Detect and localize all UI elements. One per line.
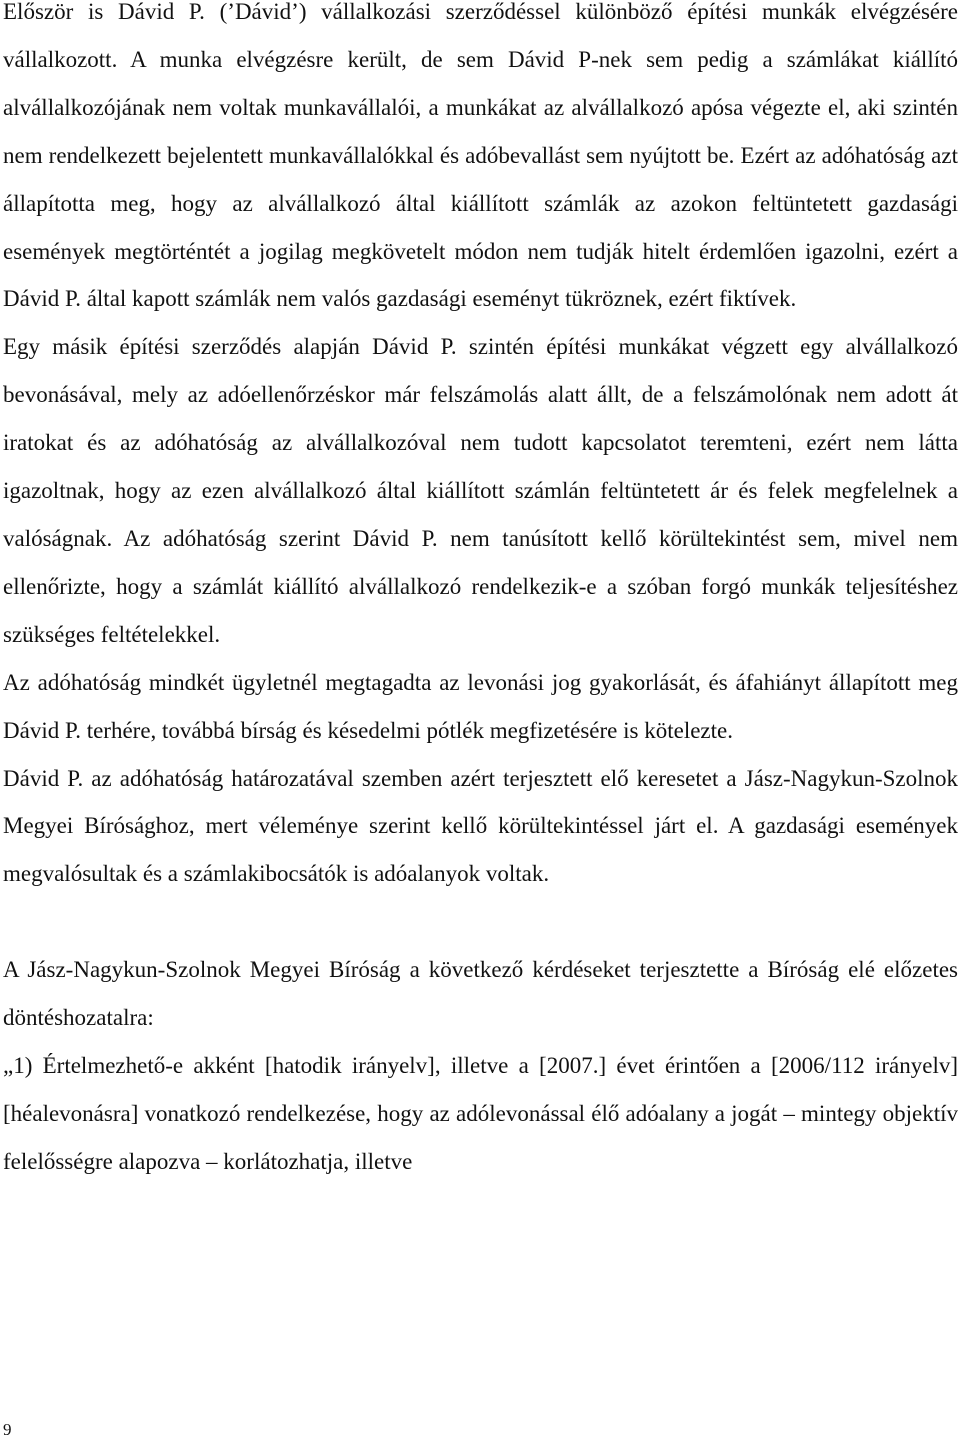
paragraph-2: Egy másik építési szerződés alapján Dávid P. szintén építési munkákat végzett egy alvállalkozó bevonásával, mely az adóellenőrzéskor már felszámolás alatt állt, de a felszámolónak nem adott át iratokat és az adóhatóság az alvállalkozóval nem tudott kapcsolatot teremteni, ezért nem látta igazoltnak, hogy az ezen alvállalkozó által kiállított számlán feltüntetett ár és felek megfelelnek a valóságnak. Az adóhatóság szerint Dávid P. nem tanúsított kellő körültekintést sem, mivel nem ellenőrizte, hogy a számlát kiállító alvállalkozó rendelkezik-e a szóban forgó munkák teljesítéshez szükséges feltételekkel.: [3, 334, 958, 647]
paragraph-1: Először is Dávid P. (’Dávid’) vállalkozási szerződéssel különböző építési munkák elvégzésére vállalkozott. A munka elvégzésre került, de sem Dávid P-nek sem pedig a számlákat kiállító alvállalkozójának nem voltak munkavállalói, a munkákat az alvállalkozó apósa végezte el, aki szintén nem rendelkezett bejelentett munkavállalókkal és adóbevallást sem nyújtott be. Ezért az adóhatóság azt állapította meg, hogy az alvállalkozó által kiállított számlák az azokon feltüntetett gazdasági események megtörténtét a jogilag megkövetelt módon nem tudják hitelt érdemlően igazolni, ezért a Dávid P. által kapott számlák nem valós gazdasági eseményt tükröznek, ezért fiktívek.: [3, 0, 958, 312]
paragraph-3: Az adóhatóság mindkét ügyletnél megtagadta az levonási jog gyakorlását, és áfahiányt állapított meg Dávid P. terhére, továbbá bírság és késedelmi pótlék megfizetésére is kötelezte.: [3, 669, 958, 743]
paragraph-4: Dávid P. az adóhatóság határozatával szemben azért terjesztett elő keresetet a Jász-Nagykun-Szolnok Megyei Bírósághoz, mert véleménye szerint kellő körültekintéssel járt el. A gazdasági események megvalósultak és a számlakibocsátók is adóalanyok voltak.: [3, 765, 958, 887]
paragraph-5: A Jász-Nagykun-Szolnok Megyei Bíróság a következő kérdéseket terjesztette a Bíróság elé előzetes döntéshozatalra:: [3, 957, 958, 1031]
page-number: 9: [3, 1420, 12, 1439]
paragraph-6: „1) Értelmezhető-e akként [hatodik irányelv], illetve a [2007.] évet érintően a [2006/112 irányelv] [héalevonásra] vonatkozó rendelkezése, hogy az adólevonással élő adóalany a jogát – mintegy objektív felelősségre alapozva – korlátozhatja, illetve: [3, 1053, 958, 1174]
paragraph-gap: [3, 898, 958, 946]
